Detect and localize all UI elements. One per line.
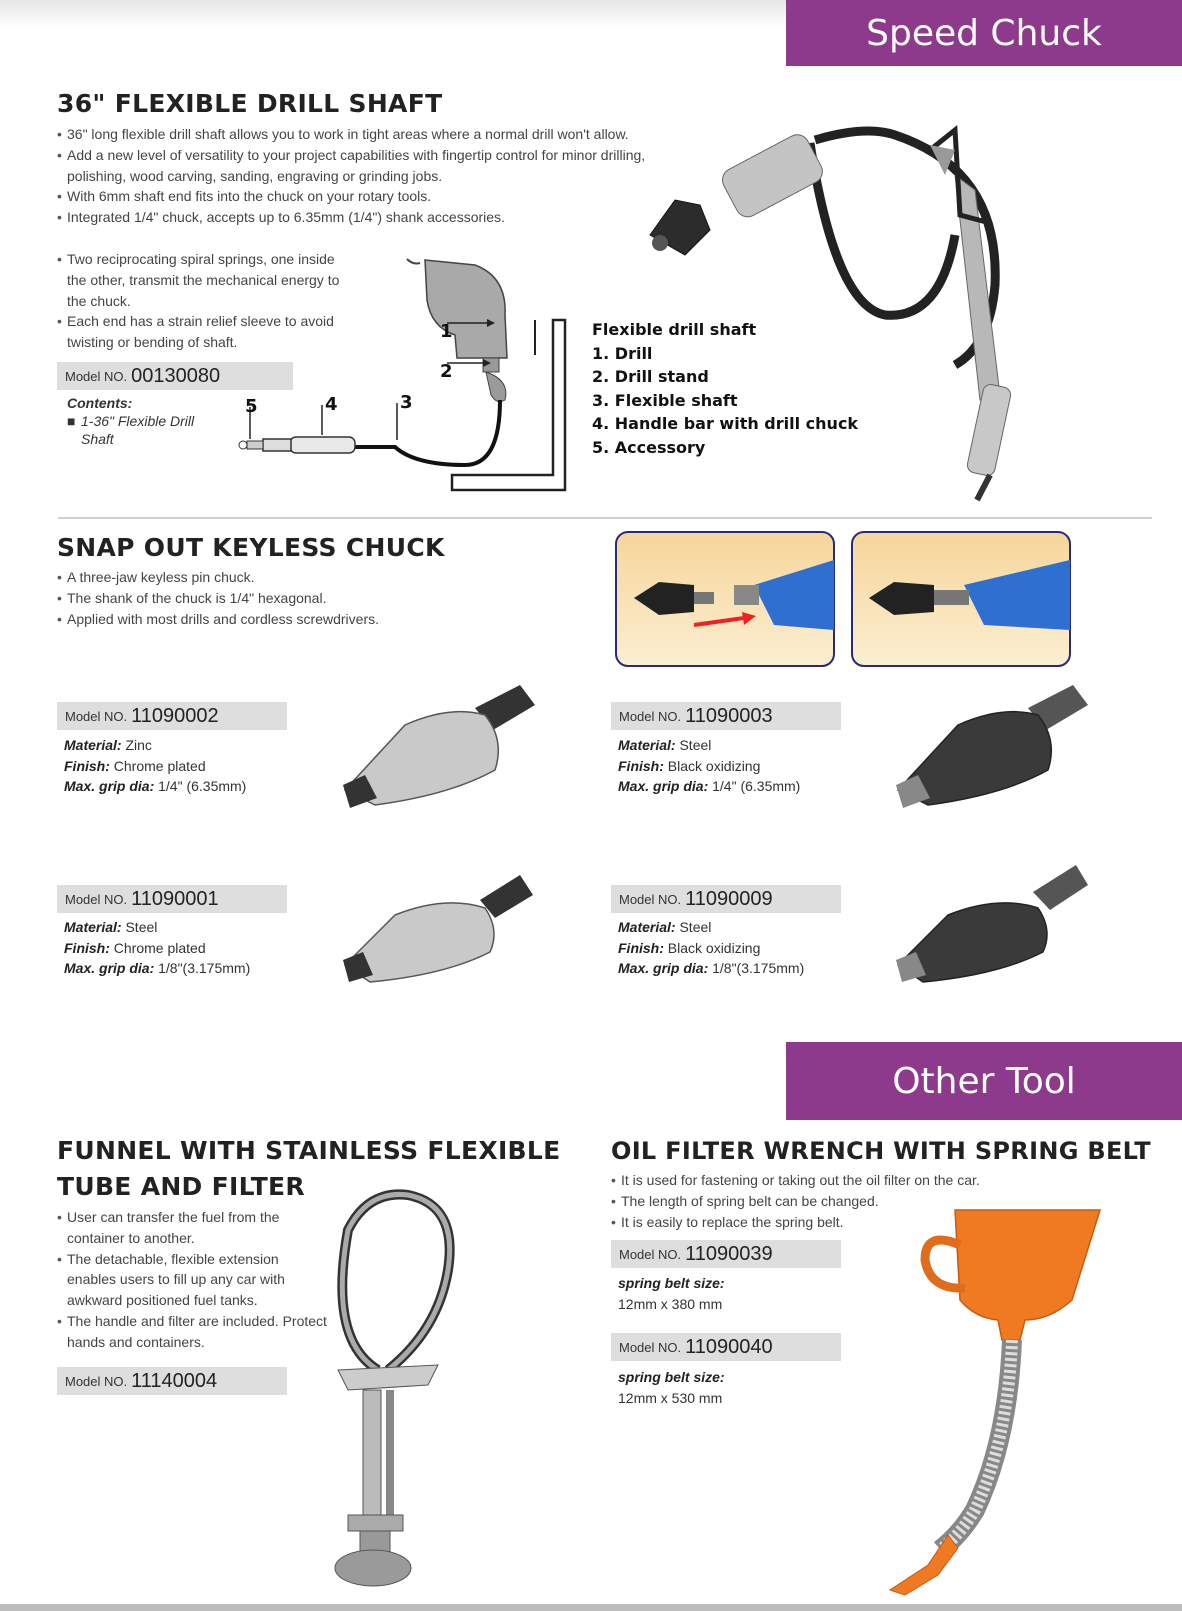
drill-body bbox=[425, 260, 507, 358]
snap-chuck-bullets bbox=[57, 567, 557, 629]
model-number-box bbox=[611, 702, 841, 730]
model-label: Model NO. bbox=[619, 708, 682, 724]
model-number: 11140004 bbox=[131, 1369, 218, 1392]
chuck-image-11090002 bbox=[335, 680, 545, 815]
finish-label: Finish: bbox=[618, 939, 664, 956]
model-number: 00130080 bbox=[131, 364, 221, 387]
banner-title: Other Tool bbox=[892, 1060, 1076, 1102]
callout-3: 3 bbox=[400, 392, 413, 413]
model-number-box bbox=[611, 1333, 841, 1361]
belt-label: spring belt size: bbox=[618, 1369, 725, 1385]
flexible-shaft bbox=[355, 400, 500, 465]
finish-value: Black oxidizing bbox=[667, 939, 761, 956]
legend-item: 5. Accessory bbox=[592, 437, 706, 457]
material-value: Steel bbox=[125, 919, 158, 935]
grip-label: Max. grip dia: bbox=[64, 960, 155, 976]
model-number-box bbox=[57, 885, 287, 913]
model-number-box bbox=[57, 702, 287, 730]
banner-title: Speed Chuck bbox=[866, 12, 1102, 54]
callout-5: 5 bbox=[245, 396, 258, 417]
bullet: • The handle and filter are included. Protect hands and containers. bbox=[57, 1311, 327, 1353]
model-number: 11090003 bbox=[685, 704, 773, 727]
spec-block bbox=[618, 735, 800, 797]
callout-1: 1 bbox=[440, 321, 453, 342]
bullet: • The length of spring belt can be changed. bbox=[611, 1191, 1081, 1212]
belt-spec bbox=[618, 1273, 725, 1314]
bullet: • The detachable, flexible extension enables users to fill up any car with awkward positioned fuel tanks. bbox=[57, 1249, 327, 1311]
chuck-image-11090009 bbox=[888, 860, 1098, 990]
chuck-usage-photos bbox=[614, 530, 1074, 670]
oil-filter-wrench-image bbox=[268, 1170, 478, 1590]
square-bullet-icon: ■ bbox=[67, 413, 76, 429]
material-label: Material: bbox=[64, 737, 122, 753]
contents-title: Contents: bbox=[67, 395, 133, 411]
model-number-box bbox=[611, 1240, 841, 1268]
bullet: • Add a new level of versatility to your project capabilities with fingertip control for minor drilling, polishing, wood carving, sanding, engraving or grinding jobs. bbox=[57, 145, 657, 187]
model-number: 11090009 bbox=[685, 887, 773, 910]
bottom-rule bbox=[0, 1604, 1182, 1611]
model-number-box bbox=[611, 885, 841, 913]
model-number-box bbox=[57, 1367, 287, 1395]
legend-title: Flexible drill shaft bbox=[592, 320, 757, 339]
flex-shaft-product-image bbox=[655, 95, 1035, 505]
bullet: • It is used for fastening or taking out the oil filter on the car. bbox=[611, 1170, 1081, 1191]
flex-shaft-title: 36" FLEXIBLE DRILL SHAFT bbox=[57, 89, 443, 118]
belt-value: 12mm x 530 mm bbox=[618, 1389, 723, 1406]
bullet: • Each end has a strain relief sleeve to avoid twisting or bending of shaft. bbox=[57, 311, 349, 353]
bullet: • With 6mm shaft end fits into the chuck on your rotary tools. bbox=[57, 186, 657, 207]
section-divider bbox=[58, 517, 1152, 519]
model-label: Model NO. bbox=[65, 368, 128, 384]
speed-chuck-banner bbox=[786, 0, 1182, 66]
material-value: Steel bbox=[679, 919, 712, 935]
callout-4: 4 bbox=[325, 394, 338, 415]
grip-label: Max. grip dia: bbox=[618, 778, 709, 794]
contents-item: ■ 1-36" Flexible Drill Shaft bbox=[67, 413, 195, 447]
belt-value: 12mm x 380 mm bbox=[618, 1295, 723, 1312]
legend-item: 3. Flexible shaft bbox=[592, 390, 738, 410]
spec-block bbox=[64, 735, 246, 797]
other-tool-banner bbox=[786, 1042, 1182, 1120]
legend-item: 4. Handle bar with drill chuck bbox=[592, 414, 859, 433]
bullet: • A three-jaw keyless pin chuck. bbox=[57, 567, 557, 588]
legend-item: 2. Drill stand bbox=[592, 367, 709, 386]
funnel-image bbox=[850, 1190, 1150, 1600]
model-number: 11090001 bbox=[131, 887, 219, 910]
drill-stand-diagram bbox=[235, 255, 580, 505]
grip-value: 1/4" (6.35mm) bbox=[712, 778, 801, 794]
model-label: Model NO. bbox=[65, 708, 128, 724]
spec-block bbox=[64, 917, 250, 979]
oil-wrench-title: OIL FILTER WRENCH WITH SPRING BELT bbox=[611, 1137, 1151, 1165]
finish-value: Chrome plated bbox=[113, 757, 206, 774]
callout-2: 2 bbox=[440, 361, 453, 382]
chuck-image-11090003 bbox=[888, 680, 1098, 815]
model-label: Model NO. bbox=[619, 1246, 682, 1262]
belt-label: spring belt size: bbox=[618, 1275, 725, 1291]
finish-label: Finish: bbox=[64, 939, 110, 956]
snap-chuck-title: SNAP OUT KEYLESS CHUCK bbox=[57, 533, 445, 562]
contents-block bbox=[67, 394, 197, 448]
bullet: • Two reciprocating spiral springs, one inside the other, transmit the mechanical energy to the chuck. bbox=[57, 249, 349, 311]
finish-value: Black oxidizing bbox=[667, 757, 761, 774]
model-label: Model NO. bbox=[619, 891, 682, 907]
bullet: • It is easily to replace the spring belt. bbox=[611, 1212, 1081, 1233]
grip-value: 1/8"(3.175mm) bbox=[158, 960, 251, 976]
bullet: • 36" long flexible drill shaft allows you to work in tight areas where a normal drill won't allow. bbox=[57, 124, 657, 145]
finish-label: Finish: bbox=[64, 757, 110, 774]
material-value: Zinc bbox=[125, 737, 152, 753]
flex-shaft-bullets bbox=[57, 124, 657, 228]
spec-block bbox=[618, 917, 804, 979]
model-number: 11090039 bbox=[685, 1242, 773, 1265]
model-label: Model NO. bbox=[65, 1373, 128, 1389]
bullet: • User can transfer the fuel from the container to another. bbox=[57, 1207, 327, 1249]
finish-label: Finish: bbox=[618, 757, 664, 774]
belt-spec bbox=[618, 1367, 725, 1408]
material-value: Steel bbox=[679, 737, 712, 753]
finish-value: Chrome plated bbox=[113, 939, 206, 956]
grip-label: Max. grip dia: bbox=[618, 960, 709, 976]
title-line-1: FUNNEL WITH STAINLESS FLEXIBLE bbox=[57, 1136, 561, 1165]
grip-label: Max. grip dia: bbox=[64, 778, 155, 794]
grip-value: 1/4" (6.35mm) bbox=[158, 778, 247, 794]
bullet: • Integrated 1/4" chuck, accepts up to 6.35mm (1/4") shank accessories. bbox=[57, 207, 657, 228]
model-label: Model NO. bbox=[65, 891, 128, 907]
chuck-image-11090001 bbox=[335, 870, 545, 990]
grip-value: 1/8"(3.175mm) bbox=[712, 960, 805, 976]
model-label: Model NO. bbox=[619, 1339, 682, 1355]
bullet: • Applied with most drills and cordless screwdrivers. bbox=[57, 609, 557, 630]
model-number: 11090040 bbox=[685, 1335, 773, 1358]
bullet: • The shank of the chuck is 1/4" hexagonal. bbox=[57, 588, 557, 609]
material-label: Material: bbox=[618, 737, 676, 753]
title-line-2: TUBE AND FILTER bbox=[57, 1172, 305, 1201]
model-number: 11090002 bbox=[131, 704, 219, 727]
material-label: Material: bbox=[64, 919, 122, 935]
legend-item: 1. Drill bbox=[592, 343, 653, 363]
handle-bar bbox=[290, 437, 355, 453]
material-label: Material: bbox=[618, 919, 676, 935]
